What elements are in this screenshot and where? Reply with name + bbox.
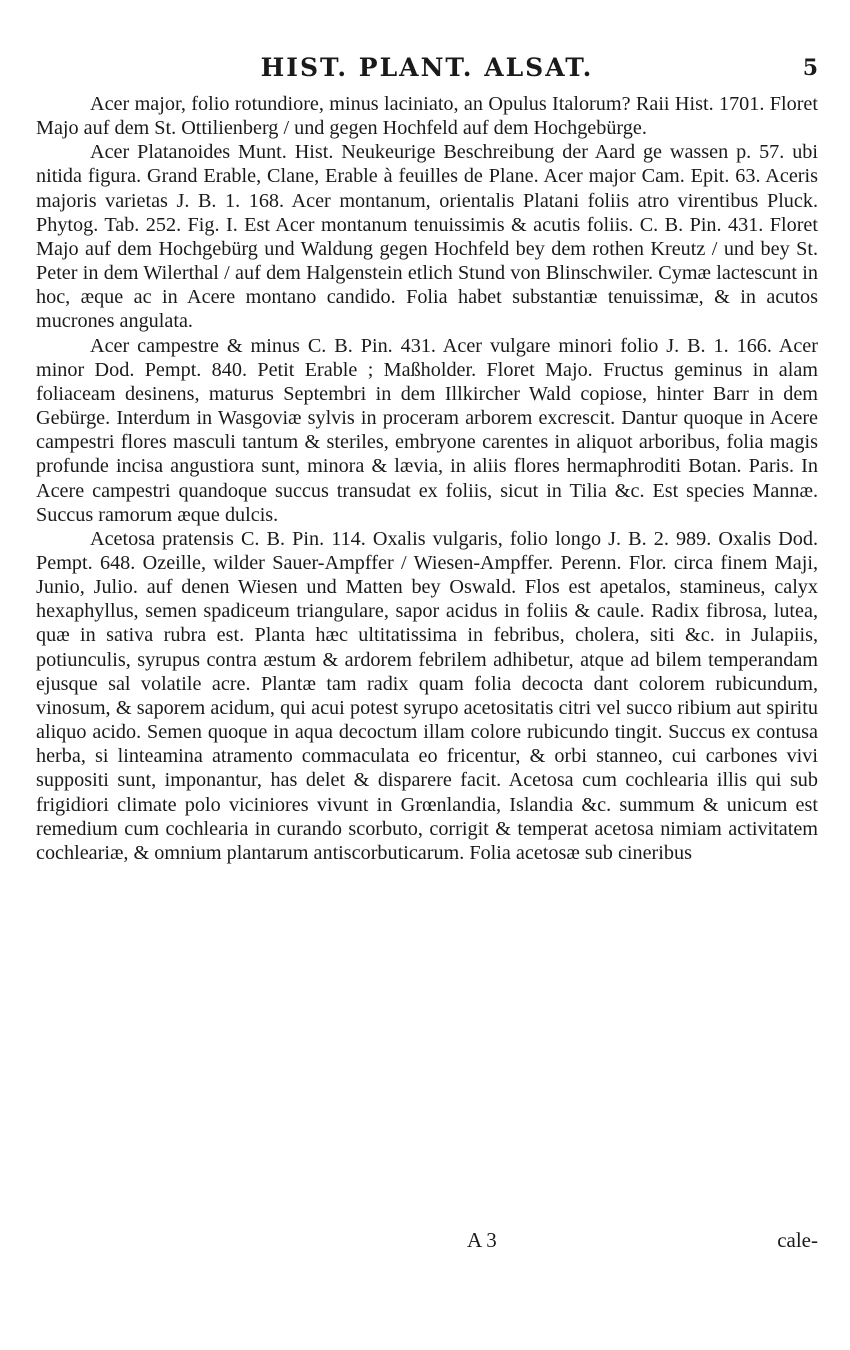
page-header [36, 48, 818, 88]
catchword: cale- [777, 1228, 818, 1252]
signature-mark: A 3 [467, 1228, 497, 1252]
running-title: HIST. PLANT. ALSAT. [260, 53, 594, 82]
paragraph-acer-campestre: Acer campestre & minus C. B. Pin. 431. Acer vulgare minori folio J. B. 1. 166. Acer minor Dod. Pempt. 840. Petit Erable ; Maßholder. Floret Majo. Fructus geminus in alam foliaceam desinens, maturus Septembri in dem Illkircher Wald copiose, hinter Barr in dem Gebürge. Interdum in Wasgoviæ sylvis in proceram arborem excrescit. Dantur quoque in Acere campestri flores masculi tantum & steriles, embryone carentes in aliquot arboribus, folia magis profunde incisa angustiora sunt, minora & lævia, in aliis flores hermaphroditi Botan. Paris. In Acere campestri quandoque succus transudat ex foliis, sicut in Tilia &c. Est species Mannæ. Succus ramorum æque dulcis. [36, 334, 818, 526]
paragraph-acetosa-pratensis: Acetosa pratensis C. B. Pin. 114. Oxalis vulgaris, folio longo J. B. 2. 989. Oxalis Dod. Pempt. 648. Ozeille, wilder Sauer-Ampffer / Wiesen-Ampffer. Perenn. Flor. circa finem Maji, Junio, Julio. auf denen Wiesen und Matten bey Oswald. Flos est apetalos, stamineus, calyx hexaphyllus, semen spadiceum triangulare, sapor acidus in foliis & caule. Radix fibrosa, lutea, quæ in sativa rubra est. Planta hæc ultitatissima in febribus, cholera, siti &c. in Julapiis, potiunculis, syrupus contra æstum & ardorem febrilem adhibetur, atque ad bilem temperandam ejusque sal volatile acre. Plantæ tam radix quam folia decocta dant colorem rubicundum, vinosum, & saporem acidum, qui acui potest syrupo acetositatis citri vel succo ribium aut spiritu aliquo acido. Semen quoque in aqua decoctum illam colore rubicundo tingit. Succus ex contusa herba, si linteamina atramento commaculata eo fricentur, & orbi stanneo, cui carbones vivi suppositi sunt, imponantur, has delet & disparere facit. Acetosa cum cochlearia illis qui sub frigidiori climate polo viciniores vivunt in Grœnlandia, Islandia &c. summum & unicum est remedium cum cochlearia in curando scorbuto, corrigit & temperat acetosa nimiam activitatem cochleariæ, & omnium plantarum antiscorbuticarum. Folia acetosæ sub cineribus [36, 527, 818, 864]
page-body [36, 92, 818, 865]
paragraph-acer-platanoides: Acer Platanoides Munt. Hist. Neukeurige Beschreibung der Aard ge wassen p. 57. ubi nitida figura. Grand Erable, Clane, Erable à feuilles de Plane. Acer major Cam. Epit. 63. Aceris majoris varietas J. B. 1. 168. Acer montanum, orientalis Platani foliis atro virentibus Pluck. Phytog. Tab. 252. Fig. I. Est Acer montanum tenuissimis & acutis foliis. C. B. Pin. 431. Floret Majo auf dem Hochgebürg und Waldung gegen Hochfeld bey dem rothen Kreutz / und bey St. Peter in dem Wilerthal / auf dem Halgenstein etlich Stund von Blinschwiler. Cymæ lactescunt in hoc, æque ac in Acere montano candido. Folia habet substantiæ tenuissimæ, & in acutos mucrones angulata. [36, 141, 818, 333]
page-footer [36, 1228, 818, 1258]
page-number: 5 [802, 55, 818, 81]
book-page [36, 48, 818, 1298]
paragraph-acer-major: Acer major, folio rotundiore, minus laciniato, an Opulus Italorum? Raii Hist. 1701. Floret Majo auf dem St. Ottilienberg / und gegen Hochfeld auf dem Hochgebürge. [36, 93, 818, 140]
